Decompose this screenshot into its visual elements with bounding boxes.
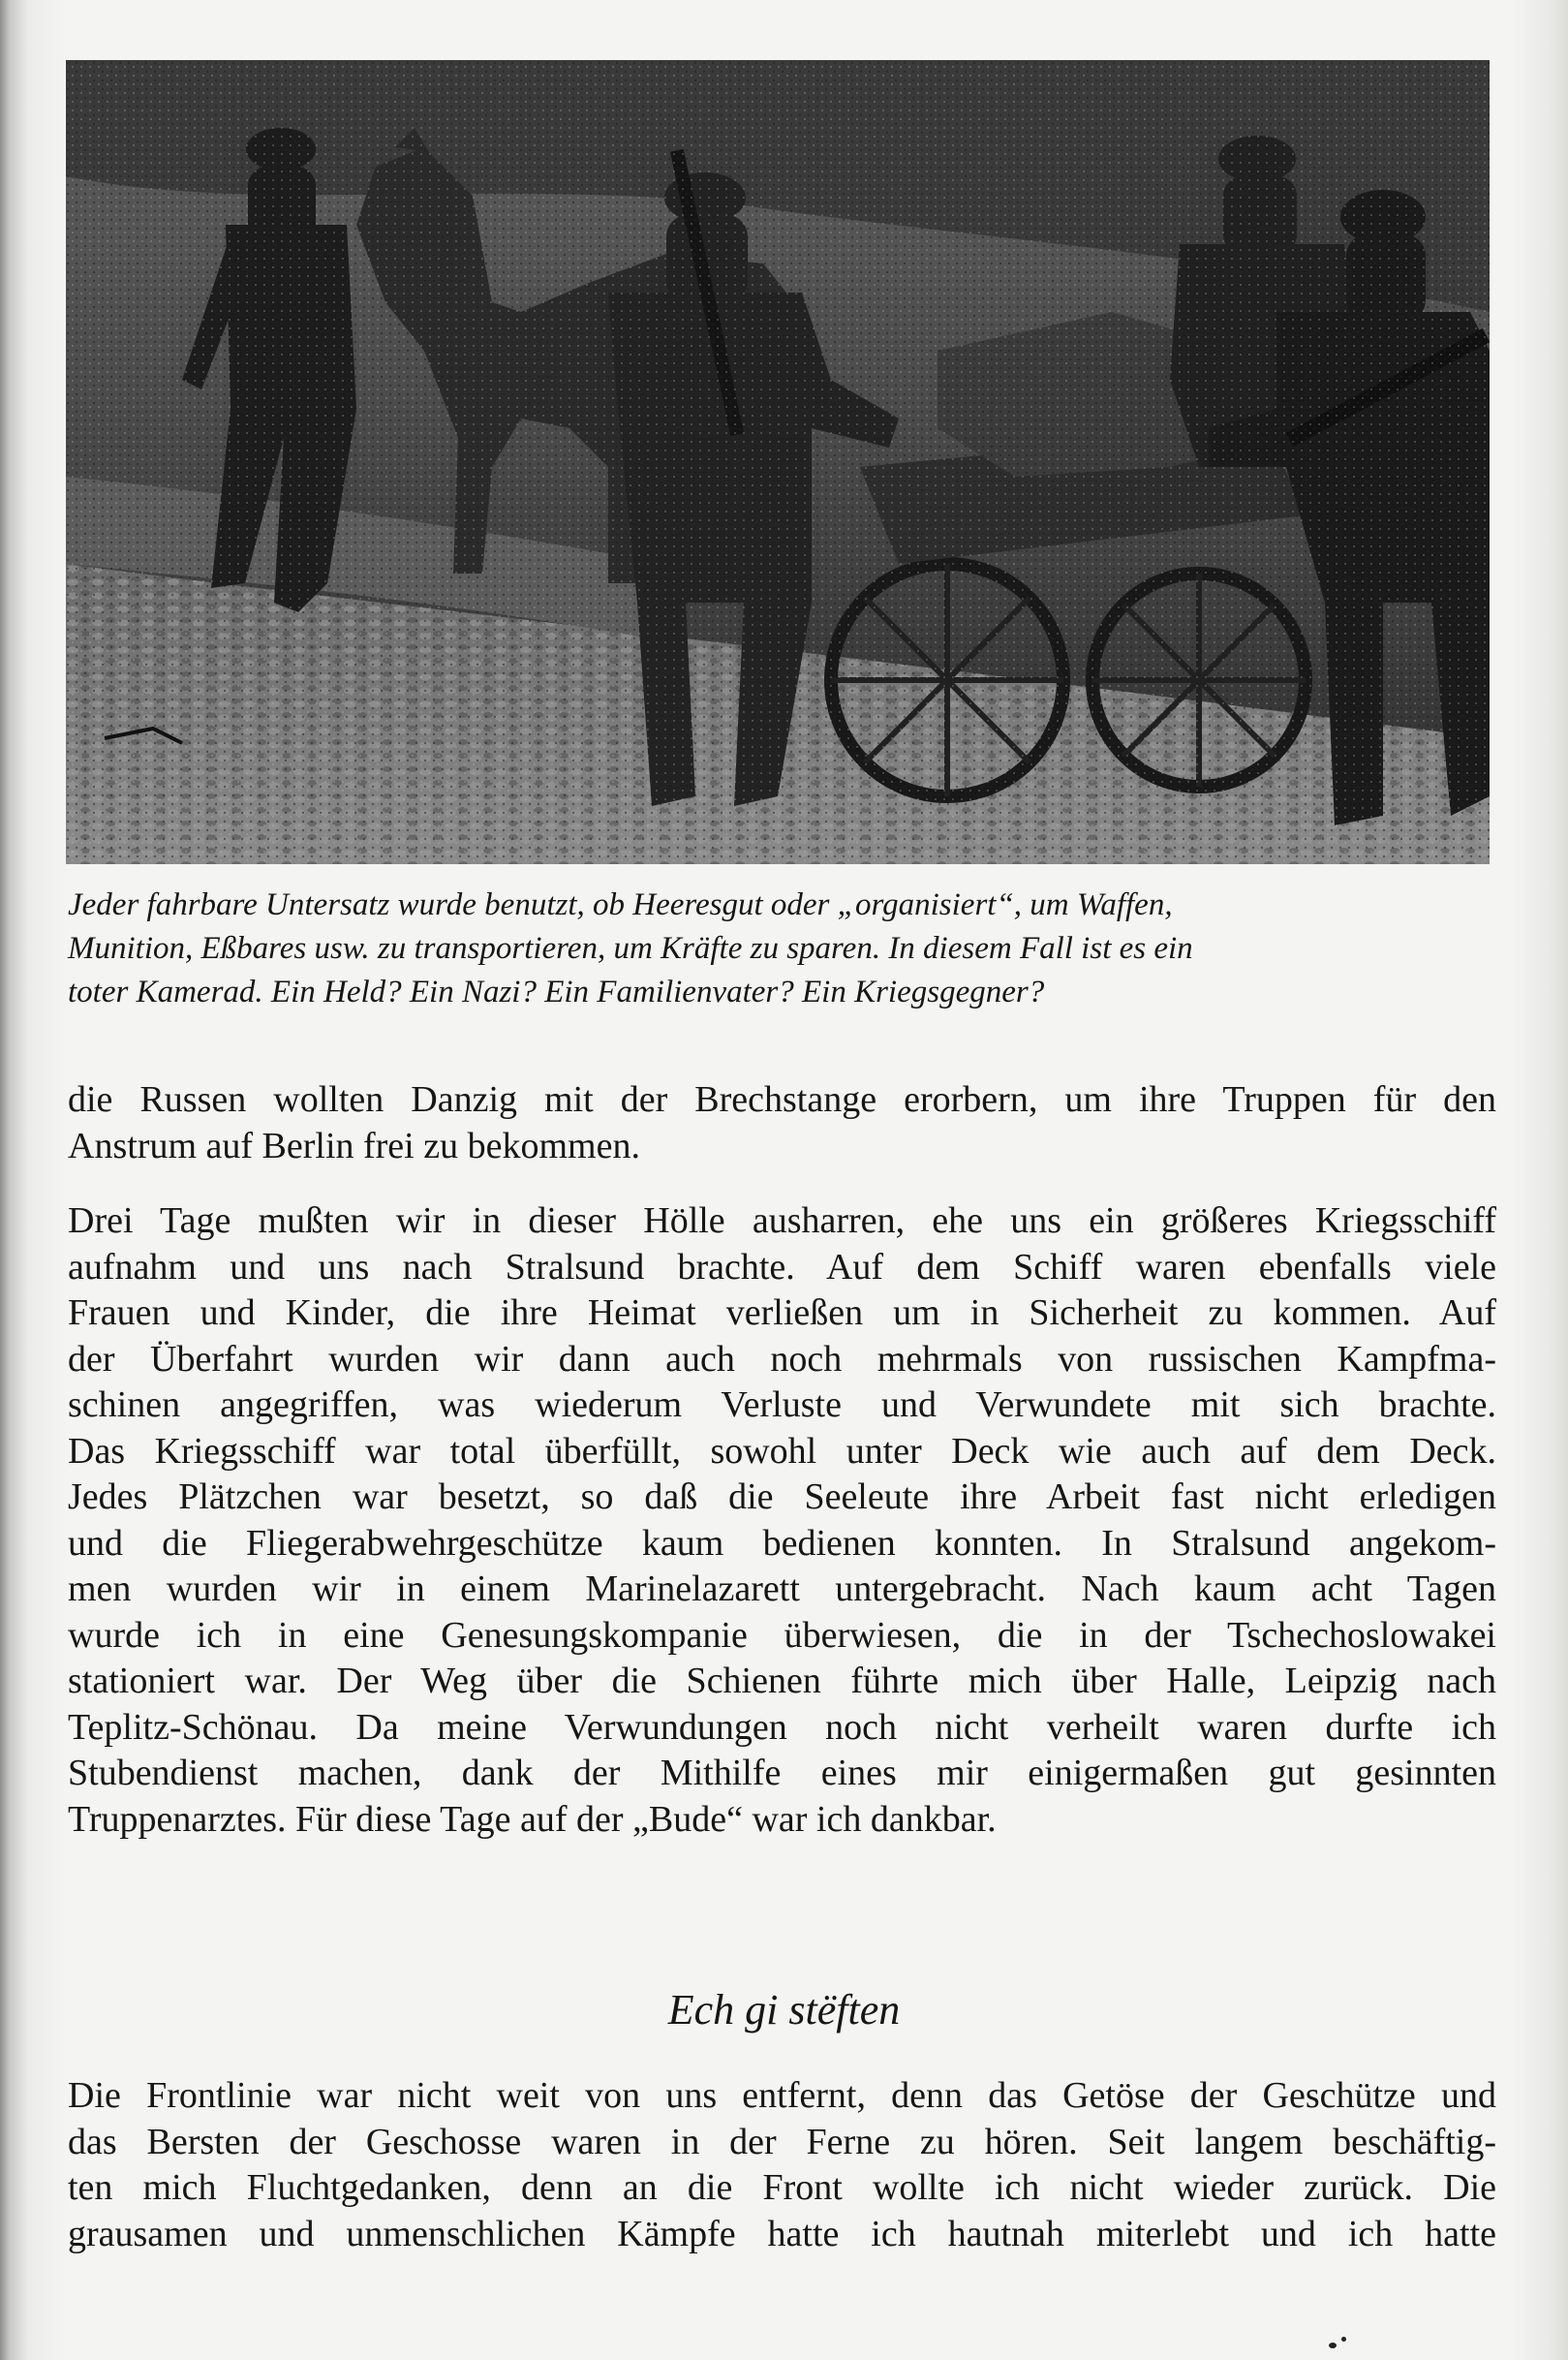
text-line: Jedes Plätzchen war besetzt, so daß die Seeleute ihre Arbeit fast nicht erledigen [68, 1476, 1496, 1517]
text-line: wurde ich in eine Genesungskompanie überwiesen, die in der Tschechoslowakei [68, 1614, 1496, 1656]
text-line: aufnahm und uns nach Stralsund brachte. Auf dem Schiff waren ebenfalls viele [68, 1246, 1496, 1288]
photo-caption [68, 884, 1496, 1014]
text-line: Die Frontlinie war nicht weit von uns entfernt, denn das Getöse der Geschütze und [68, 2075, 1496, 2116]
scan-speck [1329, 2343, 1337, 2348]
text-line: men wurden wir in einem Marinelazarett untergebracht. Nach kaum acht Tagen [68, 1568, 1496, 1609]
paragraph-ship-journey [68, 1198, 1496, 1843]
text-line: der Überfahrt wurden wir dann auch noch mehrmals von russischen Kampfma- [68, 1338, 1496, 1380]
caption-line: Jeder fahrbare Untersatz wurde benutzt, ob Heeresgut oder „organisiert“, um Waffen, [68, 887, 1173, 922]
historical-photo [66, 60, 1490, 864]
caption-line: toter Kamerad. Ein Held? Ein Nazi? Ein Familienvater? Ein Kriegsgegner? [68, 975, 1045, 1009]
war-photo-icon [66, 60, 1490, 864]
text-line: Teplitz-Schönau. Da meine Verwundungen noch nicht verheilt waren durfte ich [68, 1706, 1496, 1748]
text-line: Das Kriegsschiff war total überfüllt, sowohl unter Deck wie auch auf dem Deck. [68, 1430, 1496, 1472]
text-line: Stubendienst machen, dank der Mithilfe eines mir einigermaßen gut gesinnten [68, 1753, 1496, 1793]
text-line: Anstrum auf Berlin frei zu bekommen. [68, 1125, 640, 1166]
caption-line: Munition, Eßbares usw. zu transportieren, um Kräfte zu sparen. In diesem Fall ist es ein [68, 931, 1193, 966]
section-heading: Ech gi stëften [667, 1986, 901, 2034]
text-line: und die Fliegerabwehrgeschütze kaum bedienen konnten. In Stralsund angekom- [68, 1522, 1496, 1564]
text-line: grausamen und unmenschlichen Kämpfe hatte ich hautnah miterlebt und ich hatte [68, 2213, 1496, 2254]
text-line: schinen angegriffen, was wiederum Verluste und Verwundete mit sich brachte. [68, 1384, 1496, 1425]
text-line: Drei Tage mußten wir in dieser Hölle ausharren, ehe uns ein größeres Kriegsschiff [68, 1200, 1496, 1241]
paragraph-continuation [68, 1077, 1496, 1169]
text-line: Frauen und Kinder, die ihre Heimat verließen um in Sicherheit zu kommen. Auf [68, 1292, 1496, 1333]
text-line: die Russen wollten Danzig mit der Brechstange erorbern, um ihre Truppen für den [68, 1079, 1496, 1120]
paragraph-frontline [68, 2073, 1496, 2257]
scan-speck [1341, 2337, 1346, 2342]
text-line: Truppenarztes. Für diese Tage auf der „Bude“ war ich dankbar. [68, 1798, 997, 1840]
text-line: stationiert war. Der Weg über die Schienen führte mich über Halle, Leipzig nach [68, 1661, 1496, 1701]
text-line: ten mich Fluchtgedanken, denn an die Front wollte ich nicht wieder zurück. Die [68, 2167, 1496, 2208]
text-line: das Bersten der Geschosse waren in der Ferne zu hören. Seit langem beschäftig- [68, 2121, 1496, 2162]
